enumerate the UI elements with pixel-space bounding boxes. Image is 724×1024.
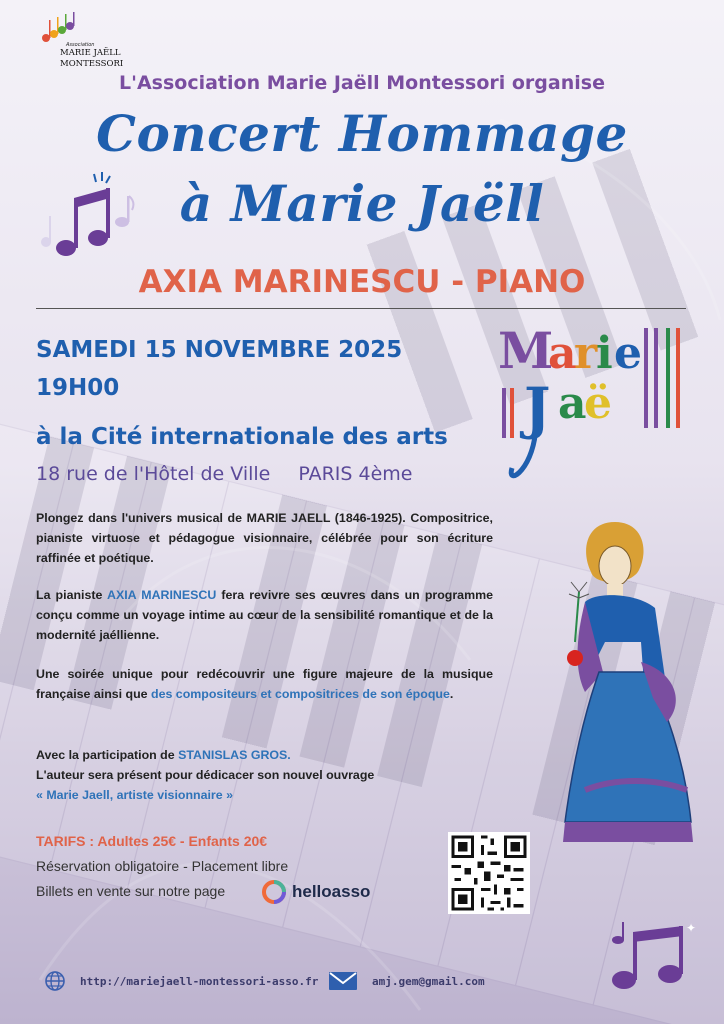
- book-title: « Marie Jaell, artiste visionnaire »: [36, 788, 233, 802]
- email-address: amj.gem@gmail.com: [372, 974, 485, 988]
- svg-text:e: e: [614, 328, 642, 379]
- helloasso-wordmark: helloasso: [292, 882, 371, 901]
- logo-small-text: Association: [66, 42, 95, 48]
- svg-text:a: a: [558, 378, 587, 429]
- concert-title-line-1: Concert Hommage: [96, 104, 628, 163]
- event-venue: à la Cité internationale des arts: [36, 424, 448, 450]
- event-time: 19H00: [36, 375, 120, 401]
- intro-paragraph: Plongez dans l'univers musical de MARIE JAELL (1846-1925). Compositrice, pianiste virtuose et pédagogue visionnaire, célébrée pour son écriture raffinée et poétique.: [36, 511, 493, 565]
- helloasso-logo-icon: [262, 880, 286, 904]
- guest-line-2: L'auteur sera présent pour dédicacer son nouvel ouvrage: [36, 768, 375, 782]
- marie-jaell-decorative-title: [496, 318, 686, 496]
- music-notes-icon-bottom: [606, 918, 696, 998]
- guest-prefix: Avec la participation de: [36, 748, 179, 762]
- logo-line-1: MARIE JAËLL: [60, 48, 121, 58]
- guest-line-1: [36, 745, 374, 765]
- guest-name: STANISLAS GROS.: [178, 748, 291, 762]
- svg-text:✦: ✦: [686, 921, 696, 935]
- decor-marie-m: M: [498, 321, 554, 380]
- event-city: PARIS 4ème: [298, 463, 413, 485]
- svg-text:i: i: [596, 328, 613, 379]
- performer-heading: AXIA MARINESCU - PIANO: [138, 264, 586, 300]
- svg-text:a: a: [548, 328, 577, 379]
- p3-after: .: [449, 687, 454, 701]
- p2-after: fera revivre ses œuvres dans un programme conçu comme un voyage intime au cœur de la sensibilité romantique et de la modernité jaéllienne.: [36, 588, 493, 642]
- divider: [36, 308, 686, 309]
- svg-text:J: J: [524, 376, 551, 442]
- pianist-name: AXIA MARINESCU: [107, 588, 217, 602]
- organiser-line: L'Association Marie Jaëll Montessori organise: [119, 72, 605, 94]
- website-link[interactable]: [44, 970, 318, 992]
- helloasso-link[interactable]: [262, 879, 370, 905]
- event-street: 18 rue de l'Hôtel de Ville: [36, 463, 271, 485]
- email-link[interactable]: [328, 970, 485, 992]
- concert-title-line-2: à Marie Jaëll: [179, 174, 545, 233]
- guest-block: [36, 745, 374, 805]
- mail-icon: [328, 970, 358, 992]
- event-address: [36, 463, 412, 485]
- website-url: http://mariejaell-montessori-asso.fr: [80, 974, 319, 988]
- pianist-paragraph: [36, 585, 493, 645]
- p3-before: Une soirée unique pour redécouvrir une figure majeure de la musique française ainsi que: [36, 667, 493, 701]
- p2-before: La pianiste: [36, 588, 108, 602]
- pricing: TARIFS : Adultes 25€ - Enfants 20€: [36, 833, 268, 849]
- composers-highlight: des compositeurs et compositrices de son époque: [151, 687, 450, 701]
- association-logo: [40, 12, 130, 76]
- logo-notes-icon: [40, 12, 80, 46]
- reservation-info: Réservation obligatoire - Placement libre: [36, 858, 289, 874]
- globe-icon: [44, 970, 66, 992]
- logo-line-2: MONTESSORI: [60, 59, 124, 69]
- svg-text:ë: ë: [584, 378, 612, 429]
- qr-code[interactable]: [448, 832, 530, 914]
- ticket-info: Billets en vente sur notre page: [36, 883, 226, 899]
- music-notes-icon: [36, 172, 136, 262]
- marie-jaell-portrait: [545, 522, 695, 852]
- event-date: SAMEDI 15 NOVEMBRE 2025: [36, 337, 403, 363]
- evening-paragraph: [36, 664, 493, 704]
- svg-text:r: r: [574, 328, 598, 379]
